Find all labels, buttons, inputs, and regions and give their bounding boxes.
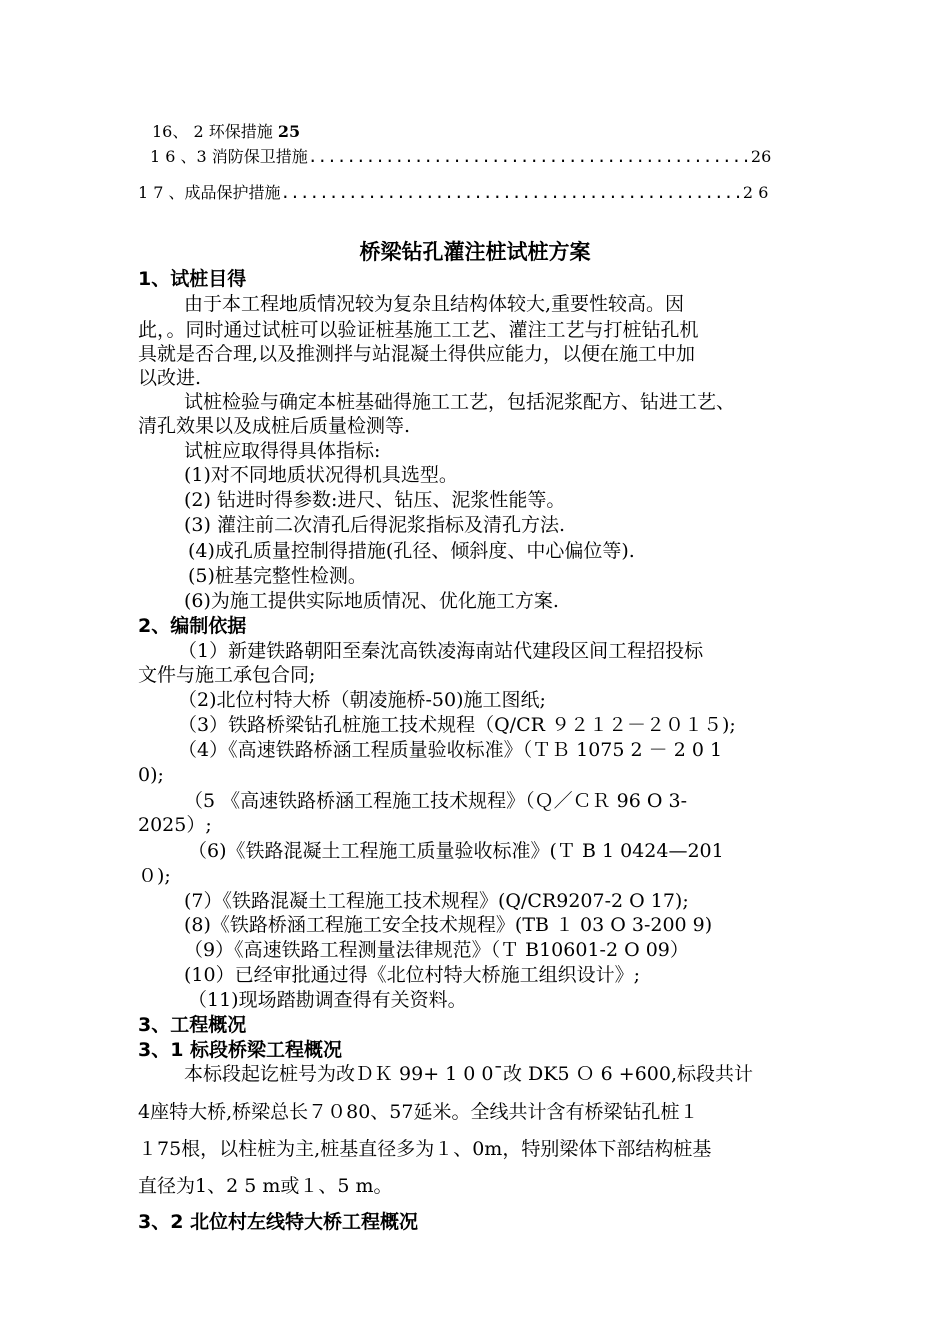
list-item: (4)成孔质量控制得措施(孔径、倾斜度、中心偏位等).: [188, 540, 635, 562]
paragraph-line: 清孔效果以及成桩后质量检测等.: [138, 415, 411, 437]
reference-line: 2025）;: [138, 814, 212, 836]
reference-line: （2)北位村特大桥（朝凌施桥-50)施工图纸;: [178, 689, 546, 711]
reference-line: （3）铁路桥梁钻孔桩施工技术规程（Q/CR ９２１２－２０１５);: [178, 714, 736, 736]
paragraph-line: 试桩检验与确定本桩基础得施工工艺，包括泥浆配方、钻进工艺、: [184, 391, 736, 413]
paragraph-line: 具就是否合理,以及推测拌与站混凝土得供应能力，以便在施工中加: [138, 343, 696, 365]
reference-line: (8)《铁路桥涵工程施工安全技术规程》(TB １ 03 O 3-200 9): [184, 914, 713, 936]
list-item: (3) 灌注前二次清孔后得泥浆指标及清孔方法.: [184, 514, 565, 536]
paragraph-line: 4座特大桥,桥梁总长７０80、57延米。全线共计含有桥梁钻孔桩１: [138, 1101, 699, 1123]
list-item: (1)对不同地质状况得机具选型。: [184, 464, 458, 486]
reference-line: 文件与施工承包合同;: [138, 664, 316, 686]
subsection-heading: 3、2 北位村左线特大桥工程概况: [138, 1211, 419, 1233]
toc-page-number: 25: [277, 122, 301, 141]
section-heading: 2、编制依据: [138, 615, 247, 637]
paragraph-line: 以改进.: [138, 367, 202, 389]
list-item: (5)桩基完整性检测。: [188, 565, 367, 587]
paragraph-line: １75根，以柱桩为主,桩基直径多为１、0m，特别梁体下部结构桩基: [138, 1138, 712, 1160]
reference-line: (10）已经审批通过得《北位村特大桥施工组织设计》;: [184, 964, 640, 986]
section-heading: 3、工程概况: [138, 1014, 247, 1036]
reference-line: (7）《铁路混凝土工程施工技术规程》(Q/CR9207-2 O 17);: [184, 890, 689, 912]
toc-label: 16、 2 环保措施: [152, 122, 273, 141]
reference-line: （5 《高速铁路桥涵工程施工技术规程》（Ｑ／ＣＲ 96 O 3-: [184, 790, 688, 812]
toc-label: 1 7 、成品保护措施: [138, 183, 281, 202]
toc-entry[interactable]: [150, 147, 771, 167]
reference-line: ０);: [138, 865, 171, 887]
paragraph-line: 本标段起讫桩号为改ＤＫ 99+ 1 0 0¯改 DK5 Ｏ 6 +600,标段共计: [184, 1063, 754, 1085]
toc-leader: ..............................................: [307, 147, 751, 166]
reference-line: （1）新建铁路朝阳至秦沈高铁凌海南站代建段区间工程招投标: [178, 640, 704, 662]
toc-label: 1 6 、3 消防保卫措施: [150, 147, 308, 166]
toc-entry[interactable]: [138, 183, 768, 203]
reference-line: （11)现场踏勘调查得有关资料。: [188, 989, 467, 1011]
reference-line: （6)《铁路混凝土工程施工质量验收标准》(Ｔ B 1 0424—201: [188, 840, 724, 862]
paragraph-line: 试桩应取得得具体指标:: [184, 440, 381, 462]
paragraph-line: 由于本工程地质情况较为复杂且结构体较大,重要性较高。因: [184, 293, 685, 315]
list-item: (2) 钻进时得参数:进尺、钻压、泥浆性能等。: [184, 489, 566, 511]
paragraph-line: 直径为1、2 5 m或１、5 m。: [138, 1175, 393, 1197]
toc-entry[interactable]: [152, 122, 300, 142]
paragraph-line: 此，。同时通过试桩可以验证桩基施工工艺、灌注工艺与打桩钻孔机: [138, 319, 699, 341]
document-title: 桥梁钻孔灌注桩试桩方案: [359, 240, 591, 264]
toc-leader: ................................................: [280, 183, 743, 202]
list-item: (6)为施工提供实际地质情况、优化施工方案.: [184, 590, 559, 612]
toc-page-number: 26: [750, 147, 772, 166]
reference-line: 0);: [138, 764, 164, 786]
subsection-heading: 3、1 标段桥梁工程概况: [138, 1039, 343, 1061]
reference-line: （4）《高速铁路桥涵工程质量验收标准》（ＴＢ 1075 2 － 2 0 1: [178, 739, 723, 761]
reference-line: （9）《高速铁路工程测量法律规范》（Ｔ B10601-2 O 09）: [184, 939, 689, 961]
toc-page-number: 2 6: [742, 183, 769, 202]
section-heading: 1、试桩目得: [138, 268, 247, 290]
